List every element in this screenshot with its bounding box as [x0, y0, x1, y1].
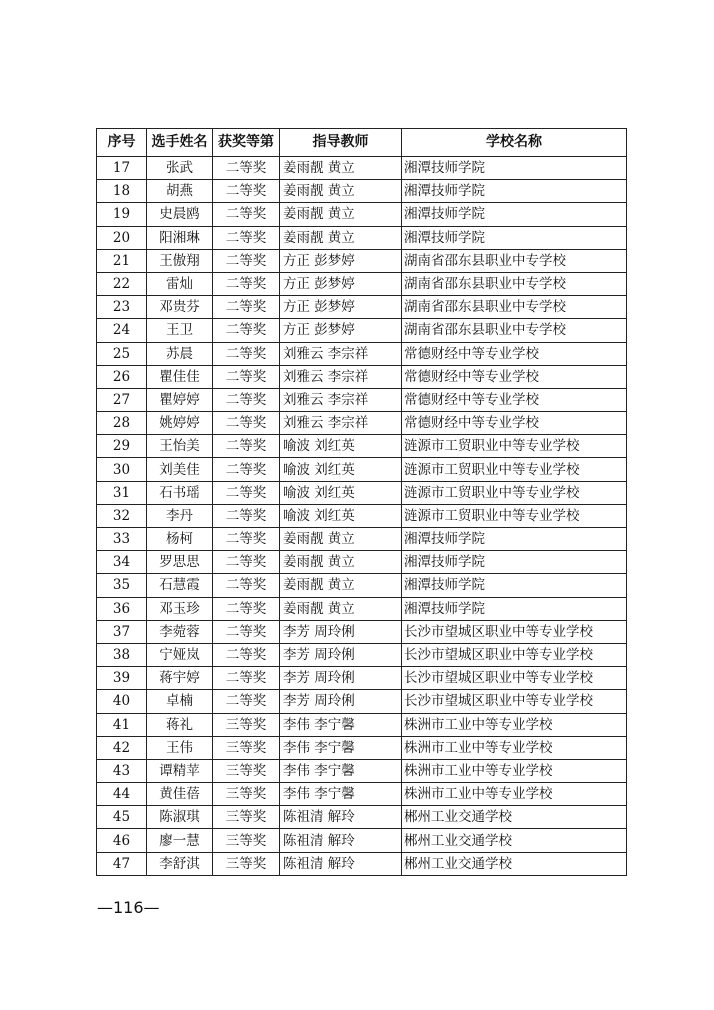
- cell-instructor: 李芳 周玲俐: [280, 690, 402, 713]
- cell-school: 湘潭技师学院: [402, 597, 627, 620]
- table-row: [97, 319, 627, 342]
- cell-index: 27: [97, 388, 147, 411]
- cell-award: 二等奖: [213, 388, 280, 411]
- cell-contestant: 邓玉珍: [147, 597, 213, 620]
- table-row: [97, 574, 627, 597]
- table-row: [97, 157, 627, 180]
- cell-instructor: 方正 彭梦婷: [280, 272, 402, 295]
- cell-index: 41: [97, 713, 147, 736]
- cell-index: 25: [97, 342, 147, 365]
- cell-index: 46: [97, 829, 147, 852]
- table-row: [97, 249, 627, 272]
- cell-school: 湖南省邵东县职业中专学校: [402, 296, 627, 319]
- cell-instructor: 姜雨靓 黄立: [280, 157, 402, 180]
- cell-instructor: 姜雨靓 黄立: [280, 597, 402, 620]
- cell-school: 株洲市工业中等专业学校: [402, 713, 627, 736]
- cell-index: 43: [97, 759, 147, 782]
- cell-instructor: 姜雨靓 黄立: [280, 551, 402, 574]
- cell-contestant: 石慧霞: [147, 574, 213, 597]
- cell-school: 长沙市望城区职业中等专业学校: [402, 667, 627, 690]
- cell-school: 湖南省邵东县职业中专学校: [402, 319, 627, 342]
- cell-award: 三等奖: [213, 713, 280, 736]
- table-row: [97, 226, 627, 249]
- cell-contestant: 邓贵芬: [147, 296, 213, 319]
- cell-index: 21: [97, 249, 147, 272]
- table-row: [97, 690, 627, 713]
- cell-school: 常德财经中等专业学校: [402, 365, 627, 388]
- cell-award: 三等奖: [213, 806, 280, 829]
- cell-instructor: 喻波 刘红英: [280, 458, 402, 481]
- cell-contestant: 刘美佳: [147, 458, 213, 481]
- cell-contestant: 瞿婷婷: [147, 388, 213, 411]
- cell-school: 湘潭技师学院: [402, 157, 627, 180]
- cell-index: 17: [97, 157, 147, 180]
- cell-award: 三等奖: [213, 759, 280, 782]
- cell-instructor: 方正 彭梦婷: [280, 296, 402, 319]
- header-award: 获奖等第: [213, 129, 280, 157]
- page-number: —116—: [97, 898, 160, 917]
- cell-award: 二等奖: [213, 574, 280, 597]
- cell-school: 常德财经中等专业学校: [402, 412, 627, 435]
- cell-award: 二等奖: [213, 458, 280, 481]
- cell-award: 二等奖: [213, 643, 280, 666]
- table-row: [97, 551, 627, 574]
- cell-instructor: 姜雨靓 黄立: [280, 226, 402, 249]
- cell-index: 30: [97, 458, 147, 481]
- cell-index: 45: [97, 806, 147, 829]
- cell-award: 二等奖: [213, 203, 280, 226]
- table-row: [97, 365, 627, 388]
- cell-index: 37: [97, 620, 147, 643]
- cell-contestant: 苏晨: [147, 342, 213, 365]
- cell-contestant: 史晨鸥: [147, 203, 213, 226]
- table-row: [97, 296, 627, 319]
- cell-index: 47: [97, 852, 147, 875]
- cell-index: 33: [97, 528, 147, 551]
- cell-award: 三等奖: [213, 829, 280, 852]
- cell-instructor: 姜雨靓 黄立: [280, 528, 402, 551]
- cell-award: 三等奖: [213, 783, 280, 806]
- table-row: [97, 643, 627, 666]
- cell-instructor: 姜雨靓 黄立: [280, 574, 402, 597]
- cell-award: 二等奖: [213, 412, 280, 435]
- cell-award: 二等奖: [213, 551, 280, 574]
- awards-table: [96, 128, 627, 876]
- table-row: [97, 783, 627, 806]
- cell-instructor: 喻波 刘红英: [280, 435, 402, 458]
- cell-school: 株洲市工业中等专业学校: [402, 759, 627, 782]
- cell-index: 28: [97, 412, 147, 435]
- cell-index: 44: [97, 783, 147, 806]
- table-row: [97, 806, 627, 829]
- cell-index: 39: [97, 667, 147, 690]
- cell-award: 二等奖: [213, 504, 280, 527]
- table-row: [97, 458, 627, 481]
- table-row: [97, 829, 627, 852]
- cell-instructor: 姜雨靓 黄立: [280, 180, 402, 203]
- cell-instructor: 李伟 李宁馨: [280, 783, 402, 806]
- cell-award: 二等奖: [213, 296, 280, 319]
- cell-award: 二等奖: [213, 249, 280, 272]
- cell-award: 三等奖: [213, 852, 280, 875]
- cell-school: 长沙市望城区职业中等专业学校: [402, 620, 627, 643]
- cell-index: 40: [97, 690, 147, 713]
- cell-school: 湘潭技师学院: [402, 528, 627, 551]
- cell-school: 郴州工业交通学校: [402, 806, 627, 829]
- cell-instructor: 姜雨靓 黄立: [280, 203, 402, 226]
- cell-index: 23: [97, 296, 147, 319]
- cell-school: 湘潭技师学院: [402, 226, 627, 249]
- table-row: [97, 759, 627, 782]
- header-contestant: 选手姓名: [147, 129, 213, 157]
- cell-contestant: 宁娅岚: [147, 643, 213, 666]
- cell-index: 42: [97, 736, 147, 759]
- table-row: [97, 180, 627, 203]
- cell-index: 19: [97, 203, 147, 226]
- table-row: [97, 272, 627, 295]
- cell-award: 二等奖: [213, 226, 280, 249]
- cell-award: 二等奖: [213, 435, 280, 458]
- table-row: [97, 342, 627, 365]
- table-row: [97, 388, 627, 411]
- cell-award: 二等奖: [213, 319, 280, 342]
- table-row: [97, 435, 627, 458]
- table-row: [97, 713, 627, 736]
- cell-school: 长沙市望城区职业中等专业学校: [402, 643, 627, 666]
- table-row: [97, 528, 627, 551]
- cell-school: 涟源市工贸职业中等专业学校: [402, 435, 627, 458]
- cell-contestant: 姚婷婷: [147, 412, 213, 435]
- cell-contestant: 石书瑶: [147, 481, 213, 504]
- cell-award: 二等奖: [213, 157, 280, 180]
- header-school: 学校名称: [402, 129, 627, 157]
- cell-instructor: 李伟 李宁馨: [280, 736, 402, 759]
- cell-school: 长沙市望城区职业中等专业学校: [402, 690, 627, 713]
- cell-award: 二等奖: [213, 690, 280, 713]
- cell-contestant: 张武: [147, 157, 213, 180]
- table-body: [97, 157, 627, 876]
- cell-index: 20: [97, 226, 147, 249]
- table-header-row: [97, 129, 627, 157]
- cell-instructor: 刘雅云 李宗祥: [280, 342, 402, 365]
- cell-award: 二等奖: [213, 272, 280, 295]
- cell-school: 涟源市工贸职业中等专业学校: [402, 504, 627, 527]
- cell-index: 24: [97, 319, 147, 342]
- cell-index: 36: [97, 597, 147, 620]
- cell-school: 湖南省邵东县职业中专学校: [402, 249, 627, 272]
- cell-instructor: 李芳 周玲俐: [280, 667, 402, 690]
- cell-school: 常德财经中等专业学校: [402, 342, 627, 365]
- cell-contestant: 罗思思: [147, 551, 213, 574]
- cell-instructor: 刘雅云 李宗祥: [280, 388, 402, 411]
- table-row: [97, 597, 627, 620]
- cell-contestant: 阳湘琳: [147, 226, 213, 249]
- cell-index: 22: [97, 272, 147, 295]
- cell-award: 二等奖: [213, 365, 280, 388]
- table-row: [97, 667, 627, 690]
- cell-contestant: 胡燕: [147, 180, 213, 203]
- table-row: [97, 203, 627, 226]
- cell-school: 涟源市工贸职业中等专业学校: [402, 458, 627, 481]
- cell-school: 湘潭技师学院: [402, 180, 627, 203]
- cell-award: 二等奖: [213, 667, 280, 690]
- cell-instructor: 李伟 李宁馨: [280, 759, 402, 782]
- cell-contestant: 王怡美: [147, 435, 213, 458]
- cell-index: 29: [97, 435, 147, 458]
- cell-school: 湘潭技师学院: [402, 551, 627, 574]
- cell-award: 二等奖: [213, 597, 280, 620]
- cell-contestant: 李舒淇: [147, 852, 213, 875]
- cell-school: 株洲市工业中等专业学校: [402, 783, 627, 806]
- cell-instructor: 陈祖清 解玲: [280, 829, 402, 852]
- table-row: [97, 504, 627, 527]
- cell-index: 18: [97, 180, 147, 203]
- cell-contestant: 蒋礼: [147, 713, 213, 736]
- cell-school: 常德财经中等专业学校: [402, 388, 627, 411]
- cell-award: 三等奖: [213, 736, 280, 759]
- cell-school: 湖南省邵东县职业中专学校: [402, 272, 627, 295]
- cell-instructor: 方正 彭梦婷: [280, 249, 402, 272]
- cell-instructor: 陈祖清 解玲: [280, 806, 402, 829]
- cell-award: 二等奖: [213, 180, 280, 203]
- cell-index: 26: [97, 365, 147, 388]
- cell-contestant: 陈淑琪: [147, 806, 213, 829]
- cell-school: 郴州工业交通学校: [402, 852, 627, 875]
- header-index: 序号: [97, 129, 147, 157]
- cell-contestant: 廖一慧: [147, 829, 213, 852]
- header-instructor: 指导教师: [280, 129, 402, 157]
- cell-school: 湘潭技师学院: [402, 574, 627, 597]
- cell-contestant: 王伟: [147, 736, 213, 759]
- table-row: [97, 620, 627, 643]
- cell-instructor: 李芳 周玲俐: [280, 643, 402, 666]
- awards-table-container: [96, 128, 627, 876]
- cell-school: 涟源市工贸职业中等专业学校: [402, 481, 627, 504]
- cell-contestant: 李丹: [147, 504, 213, 527]
- cell-index: 31: [97, 481, 147, 504]
- cell-index: 32: [97, 504, 147, 527]
- cell-contestant: 黄佳蓓: [147, 783, 213, 806]
- cell-award: 二等奖: [213, 481, 280, 504]
- cell-index: 34: [97, 551, 147, 574]
- cell-instructor: 李伟 李宁馨: [280, 713, 402, 736]
- cell-contestant: 王卫: [147, 319, 213, 342]
- cell-instructor: 方正 彭梦婷: [280, 319, 402, 342]
- cell-award: 二等奖: [213, 528, 280, 551]
- table-row: [97, 852, 627, 875]
- cell-contestant: 蒋宇婷: [147, 667, 213, 690]
- cell-contestant: 王傲翔: [147, 249, 213, 272]
- table-row: [97, 736, 627, 759]
- cell-instructor: 陈祖清 解玲: [280, 852, 402, 875]
- cell-index: 38: [97, 643, 147, 666]
- cell-award: 二等奖: [213, 620, 280, 643]
- cell-school: 株洲市工业中等专业学校: [402, 736, 627, 759]
- cell-contestant: 雷灿: [147, 272, 213, 295]
- cell-award: 二等奖: [213, 342, 280, 365]
- cell-index: 35: [97, 574, 147, 597]
- cell-contestant: 瞿佳佳: [147, 365, 213, 388]
- cell-instructor: 李芳 周玲俐: [280, 620, 402, 643]
- table-row: [97, 412, 627, 435]
- cell-instructor: 刘雅云 李宗祥: [280, 365, 402, 388]
- cell-instructor: 喻波 刘红英: [280, 504, 402, 527]
- cell-contestant: 卓楠: [147, 690, 213, 713]
- cell-contestant: 李菀蓉: [147, 620, 213, 643]
- cell-school: 郴州工业交通学校: [402, 829, 627, 852]
- cell-school: 湘潭技师学院: [402, 203, 627, 226]
- cell-contestant: 杨柯: [147, 528, 213, 551]
- table-row: [97, 481, 627, 504]
- cell-instructor: 刘雅云 李宗祥: [280, 412, 402, 435]
- cell-contestant: 谭精苹: [147, 759, 213, 782]
- cell-instructor: 喻波 刘红英: [280, 481, 402, 504]
